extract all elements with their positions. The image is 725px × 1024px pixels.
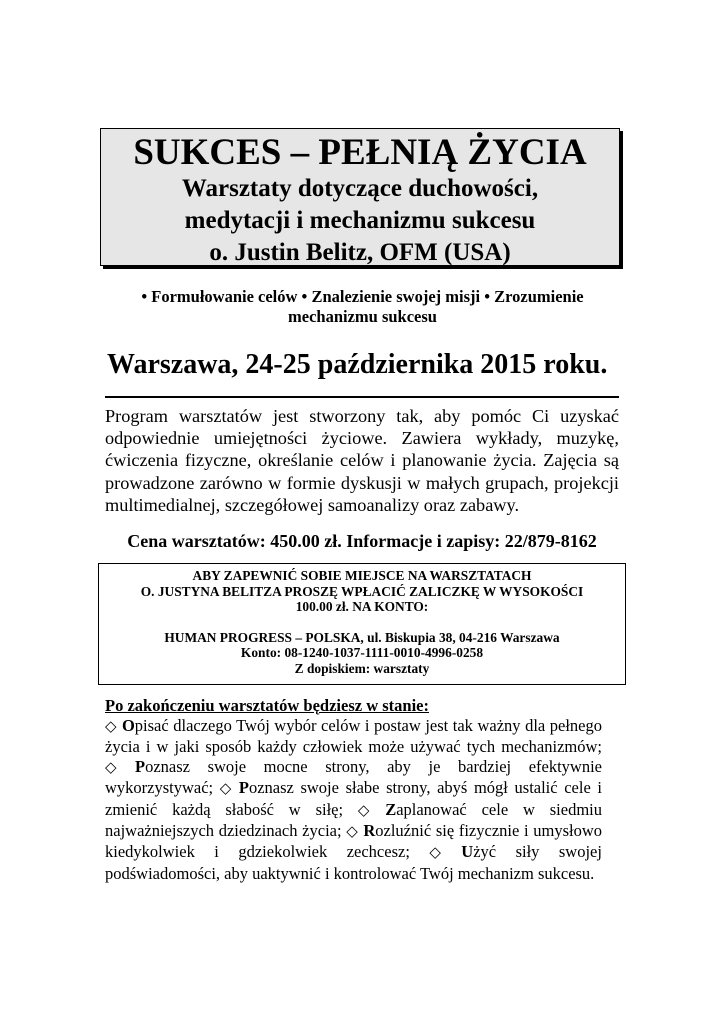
benefit-text: aplanować cele w siedmiu najważniejszych dziedzinach życia; [105, 799, 603, 841]
benefit-initial: P [238, 778, 249, 798]
benefit-initial: O [121, 716, 135, 735]
topics-line-1: • Formułowanie celów • Znalezienie swojej misji • Zrozumienie [141, 287, 584, 306]
diamond-bullet-icon: ◇ [357, 802, 381, 819]
city-date-heading: Warszawa, 24-25 października 2015 roku. [107, 349, 608, 380]
payment-recipient: HUMAN PROGRESS – POLSKA, ul. Biskupia 38, 04-216 Warszawa [164, 629, 560, 645]
benefit-initial: P [135, 756, 146, 776]
benefit-initial: Z [385, 799, 397, 819]
payment-line-3: 100.00 zł. NA KONTO: [295, 599, 429, 615]
title-box [100, 128, 620, 266]
topics-line-2: mechanizmu sukcesu [288, 307, 437, 326]
benefit-text: ozluźnić się fizycznie i umysłowo kiedykolwiek i gdziekolwiek zechcesz; [105, 821, 602, 862]
diamond-bullet-icon: ◇ [105, 759, 130, 776]
subtitle-line-1: Warsztaty dotyczące duchowości, [181, 175, 539, 202]
topics-list [100, 287, 625, 327]
main-title: SUKCES – PEŁNIĄ ŻYCIA [133, 132, 587, 173]
benefits-heading: Po zakończeniu warsztatów będziesz w stanie: [105, 696, 429, 715]
benefit-initial: U [461, 842, 474, 862]
payment-line-1: ABY ZAPEWNIĆ SOBIE MIEJSCE NA WARSZTATACH [192, 568, 532, 583]
program-description: Program warsztatów jest stworzony tak, aby pomóc Ci uzyskać odpowiednie umiejętności życiowe. Zawiera wykłady, muzykę, ćwiczenia fizyczne, określanie celów i planowanie życia. Zajęcia są prowadzone zarówno w formie dyskusji w małych grupach, projekcji multimedialnej, szczegółowej samoanalizy oraz zabawy. [105, 406, 619, 515]
subtitle-line-2: medytacji i mechanizmu sukcesu [184, 207, 536, 234]
benefit-text: żyć siły swojej podświadomości, aby uaktywnić i kontrolować Twój mechanizm sukcesu. [105, 842, 602, 883]
price-and-contact: Cena warsztatów: 450.00 zł. Informacje i zapisy: 22/879-8162 [127, 531, 597, 551]
payment-info-box [98, 563, 626, 685]
diamond-bullet-icon: ◇ [105, 719, 117, 735]
payment-account: Konto: 08-1240-1037-1111-0010-4996-0258 [240, 645, 484, 661]
diamond-bullet-icon: ◇ [346, 824, 359, 841]
benefits-paragraph [105, 716, 602, 883]
horizontal-divider [105, 396, 619, 398]
benefit-initial: R [363, 821, 376, 841]
presenter-line: o. Justin Belitz, OFM (USA) [209, 239, 511, 266]
payment-spacer [99, 615, 625, 630]
payment-line-2: O. JUSTYNA BELITZA PROSZĘ WPŁACIĆ ZALICZKĘ W WYSOKOŚCI [140, 583, 584, 599]
diamond-bullet-icon: ◇ [429, 845, 457, 862]
benefit-text: oznasz swoje mocne strony, aby je bardziej efektywnie wykorzystywać; [105, 756, 602, 798]
benefit-item [105, 716, 602, 756]
diamond-bullet-icon: ◇ [219, 781, 234, 798]
benefit-text: pisać dlaczego Twój wybór celów i postaw jest tak ważny dla pełnego życia i w jaki sposób każdy człowiek może używać tych mechanizmów; [105, 716, 602, 757]
benefit-text: oznasz swoje słabe strony, abyś mógł ustalić cele i zmienić każdą słabość w siłę; [105, 778, 603, 819]
payment-note: Z dopiskiem: warsztaty [294, 660, 430, 676]
